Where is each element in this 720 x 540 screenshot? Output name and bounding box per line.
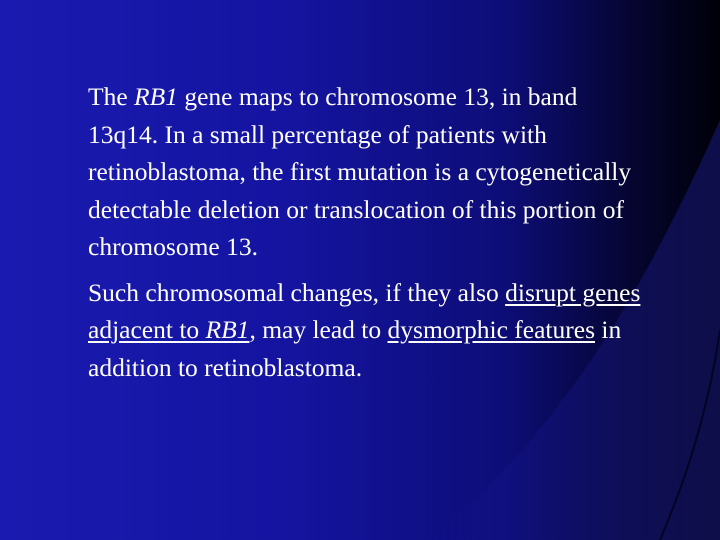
- p1-run-3: gene maps to chromosome 13, in band 13q14. In a small percentage of patients with retinoblastoma, the first mutation is a cytogenetically detectable deletion or translocation of this portion of chromosome 13.: [88, 82, 632, 261]
- p2-run-1: Such chromosomal changes, if they also: [88, 277, 506, 307]
- p2-run-3-gene-underlined-italic: RB1: [205, 315, 250, 344]
- p1-run-2-gene-italic: RB1: [134, 82, 178, 111]
- p2-run-2-underlined: disrupt genes adjacent to: [88, 277, 641, 344]
- p2-run-4: ,: [249, 315, 256, 344]
- p2-run-7: in addition to retinoblastoma.: [88, 315, 622, 382]
- p2-run-5: may lead to: [255, 315, 388, 344]
- p2-run-6-underlined: dysmorphic features: [387, 315, 596, 344]
- paragraph-1: [88, 78, 648, 266]
- p1-run-1: The: [88, 82, 135, 111]
- slide-body: [88, 78, 648, 394]
- paragraph-2: [88, 274, 648, 387]
